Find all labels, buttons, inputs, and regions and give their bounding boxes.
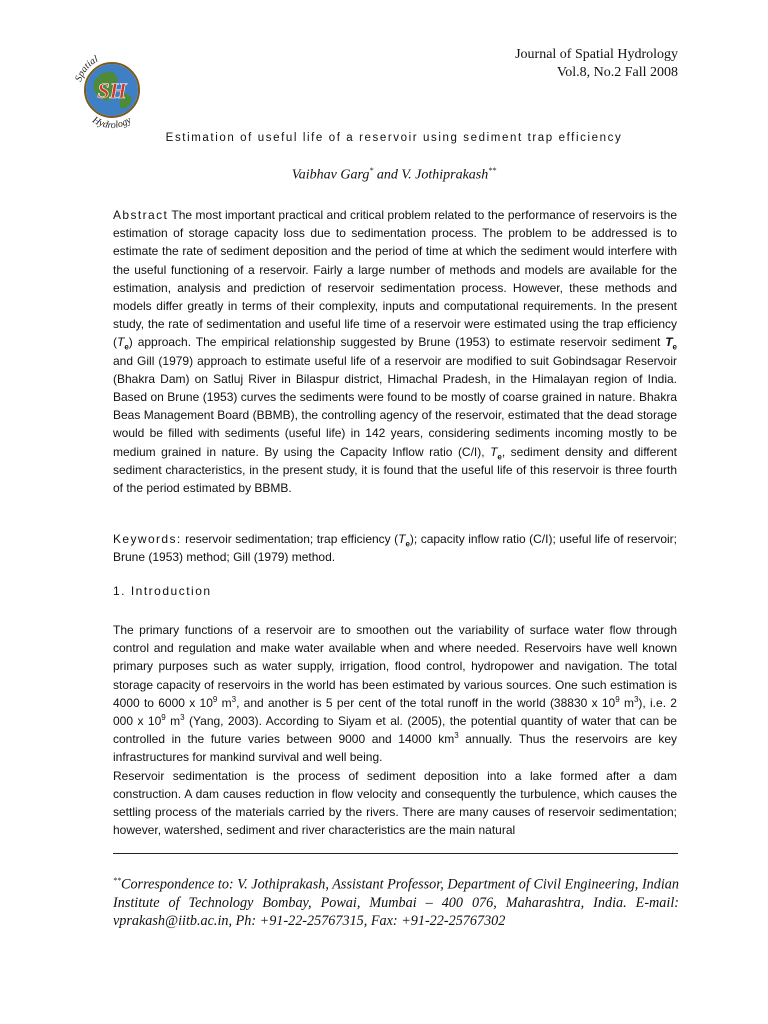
te-symbol: T — [665, 335, 673, 350]
author-2-mark: ** — [488, 166, 497, 175]
footnote-text: Correspondence to: V. Jothiprakash, Assistant Professor, Department of Civil Engineering, Indian Institute of Technology Bombay, Powai, Mumbai – 400 076, Maharashtra, India. E-mail: vprakash@iitb.ac.in, Ph: +91-22-25767315, Fax: +91-22-25767302 — [113, 876, 679, 929]
abstract-text-2: ) approach. The empirical relationship suggested by Brune (1953) to estimate reservoir sediment — [128, 335, 666, 350]
te-subscript: e — [124, 342, 129, 352]
intro-text: m — [619, 695, 634, 710]
intro-paragraph-1 — [113, 621, 677, 767]
intro-text: , and another is 5 per cent of the total runoff in the world (38830 x 10 — [236, 695, 616, 710]
logo-text-bottom: Hydrology — [90, 114, 134, 132]
te-symbol: T — [398, 532, 406, 546]
author-2: V. Jothiprakash — [401, 167, 489, 183]
te-subscript: e — [672, 342, 677, 352]
abstract-label: Abstract — [113, 208, 169, 222]
te-subscript: e — [405, 539, 410, 549]
journal-name: Journal of Spatial Hydrology — [515, 47, 678, 62]
intro-text: The primary functions of a reservoir are to smoothen out the variability of surface water flow through control and regulation and make water available when and where needed. Reservoirs have well known primary purposes such as water supply, irrigation, flood control, hydropower and navigation. The total storage capacity of reservoirs in the world has been estimated by various sources. One such estimation is 4000 to 6000 x 10 — [113, 623, 677, 710]
intro-text: (Yang, 2003). According to Siyam et al. (2005), the potential quantity of water that can be controlled in the future varies between 9000 and 14000 km — [113, 714, 677, 747]
abstract-text-1: The most important practical and critical problem related to the performance of reservoirs is the estimation of storage capacity loss due to sedimentation process. The problem to be addressed is to estimate the rate of sediment deposition and the period of time at which the sediment would interfere with the useful functioning of a reservoir. Fairly a large number of methods and models are available for the estimation, analysis and prediction of reservoir sedimentation process. However, these methods and models differ greatly in terms of their complexity, inputs and computational requirements. In the present study, the rate of sedimentation and useful life time of a reservoir were estimated using the trap efficiency ( — [113, 208, 677, 350]
intro-text: m — [217, 695, 232, 710]
journal-header — [515, 46, 678, 82]
exponent: 3 — [180, 713, 185, 723]
exponent: 3 — [231, 694, 237, 704]
journal-issue: Vol.8, No.2 Fall 2008 — [556, 65, 678, 80]
exponent: 9 — [615, 694, 620, 704]
exponent: 9 — [212, 694, 218, 704]
te-symbol: T — [117, 335, 125, 350]
journal-logo — [70, 48, 154, 132]
te-subscript: e — [497, 452, 502, 462]
author-1: Vaibhav Garg — [291, 167, 370, 183]
footnote-divider — [113, 853, 678, 854]
introduction-body — [113, 621, 677, 839]
exponent: 3 — [454, 731, 459, 741]
author-1-mark: * — [369, 166, 374, 175]
abstract — [113, 206, 677, 497]
intro-text: ), i.e. 2 000 x 10 — [113, 695, 677, 729]
intro-text: annually. Thus the reservoirs are key infrastructures for mankind survival and well being. — [113, 732, 677, 765]
te-symbol: T — [490, 444, 498, 459]
paper-title: Estimation of useful life of a reservoir using sediment trap efficiency — [165, 132, 623, 144]
keywords-label: Keywords: — [113, 532, 182, 546]
intro-text: m — [165, 714, 181, 729]
abstract-text-4: , sediment density and different sediment characteristics, in the present study, it is found that the useful life of this reservoir is three fourth of the period estimated by BBMB. — [113, 444, 677, 496]
authors-and: and — [373, 167, 402, 183]
paper-authors — [114, 166, 674, 184]
exponent: 3 — [633, 694, 639, 704]
intro-paragraph-2: Reservoir sedimentation is the process of sediment deposition into a lake formed after a dam construction. A dam causes reduction in flow velocity and consequently the turbulence, which causes the settling process of the materials carried by the rivers. There are many causes of reservoir sedimentation; however, watershed, sediment and river characteristics are the main natural — [113, 768, 677, 838]
exponent: 9 — [161, 713, 166, 723]
keywords — [113, 530, 677, 566]
correspondence-footnote — [113, 872, 679, 930]
footnote-mark: ** — [113, 876, 121, 885]
abstract-text-3: and Gill (1979) approach to estimate useful life of a reservoir are modified to suit Gobindsagar Reservoir (Bhakra Dam) on Satluj River in Bilaspur district, Himachal Pradesh, in the Himalayan region of India. Based on Brune (1953) curves the sediments were found to be mostly of coarse grained in nature. Bhakra Beas Management Board (BBMB), the controlling agency of the reservoir, estimated that the dead storage would be filled with sediments (useful life) in 142 years, considering sediments incoming mostly to be medium grained in nature. By using the Capacity Inflow ratio (C/I), — [113, 353, 677, 459]
logo-monogram: SH — [97, 78, 127, 103]
section-heading-introduction: 1. Introduction — [113, 584, 212, 598]
logo-text-top: Spatial — [73, 53, 100, 84]
keywords-text-2: ); capacity inflow ratio (C/I); useful life of reservoir; Brune (1953) method; Gill (1979) method. — [113, 532, 677, 565]
keywords-text-1: reservoir sedimentation; trap efficiency ( — [181, 532, 399, 546]
